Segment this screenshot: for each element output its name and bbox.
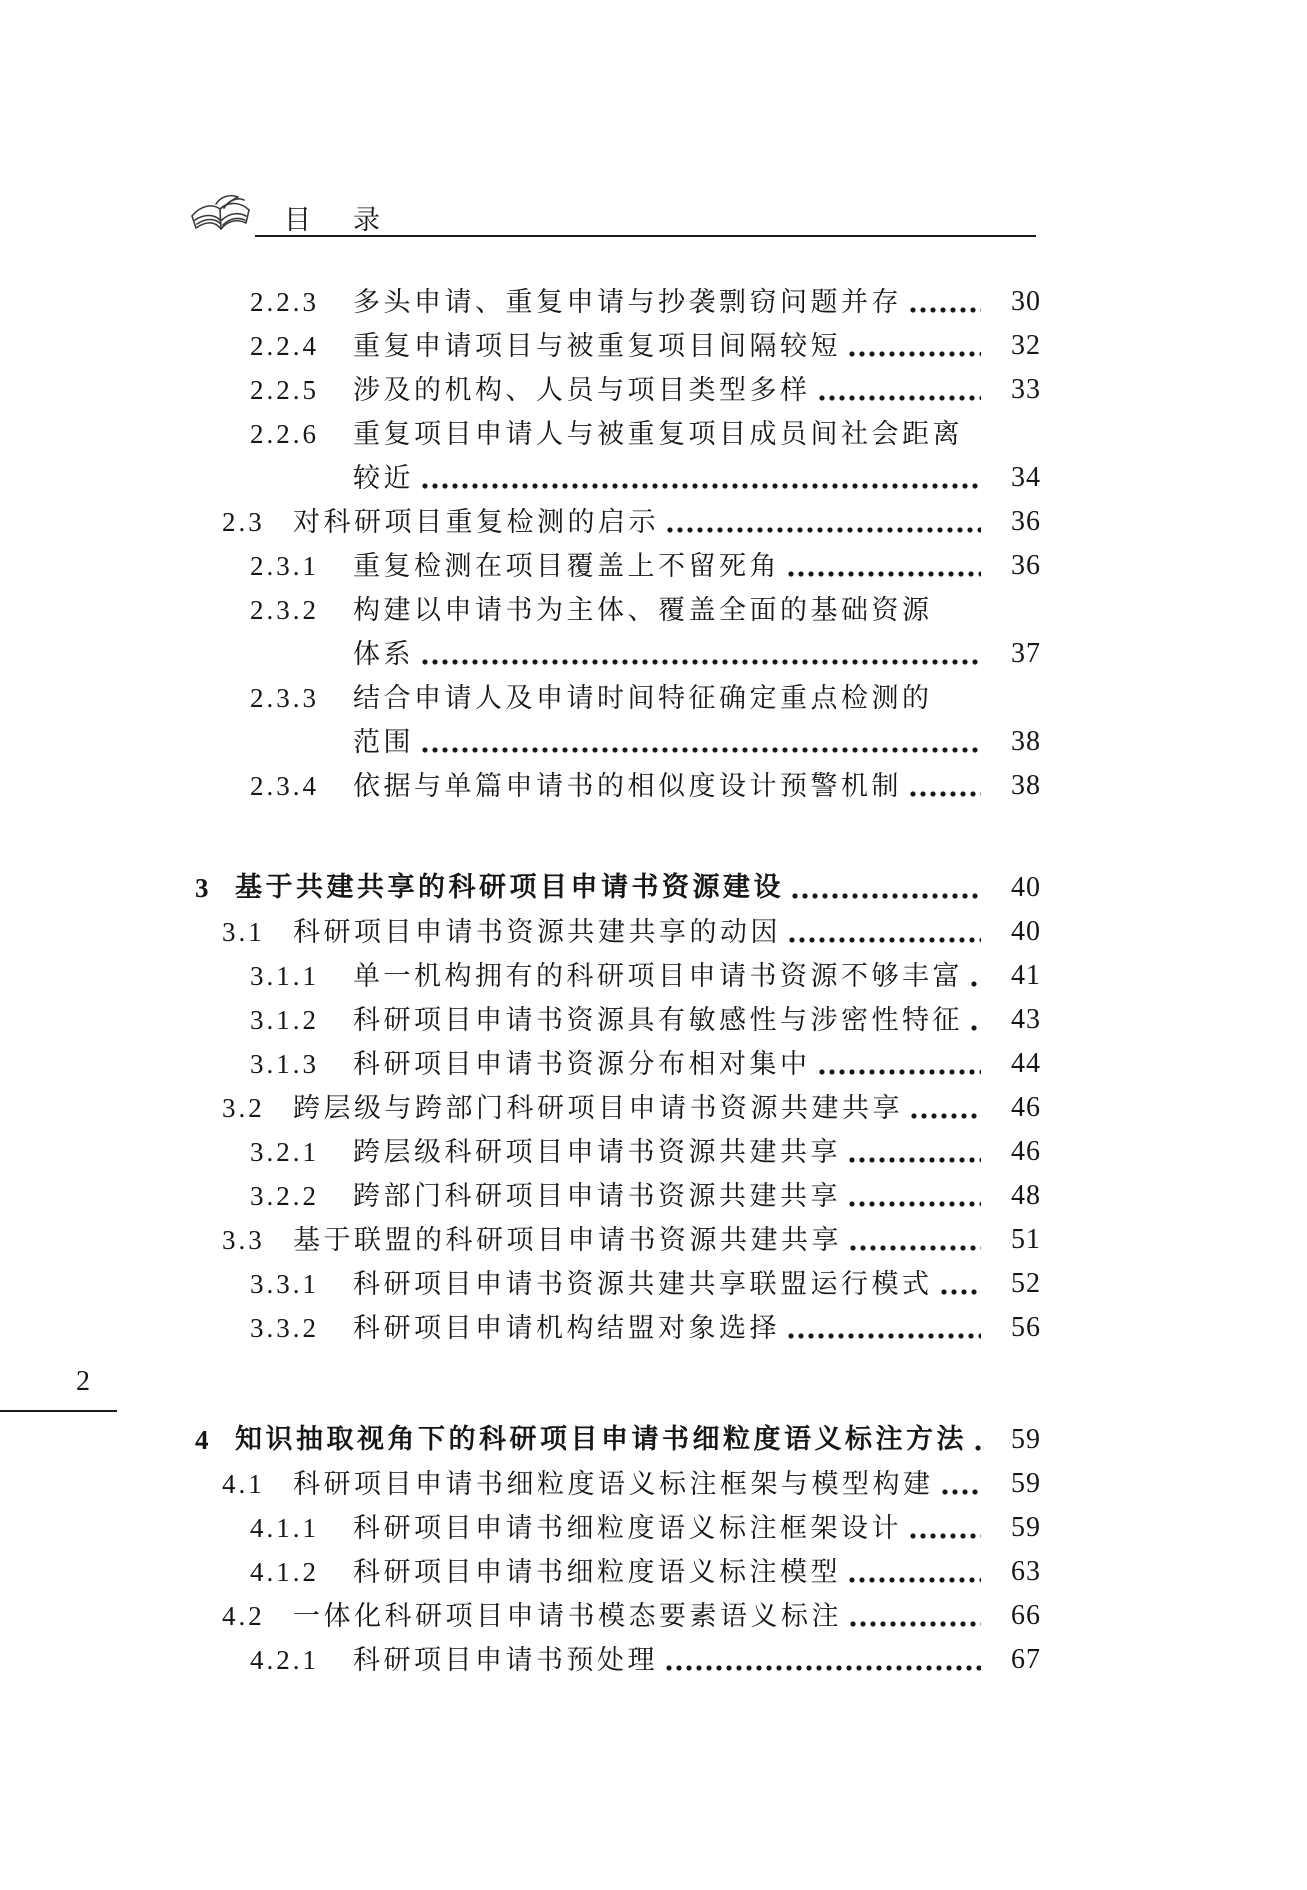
dot-leader [942,1462,982,1506]
toc-entry-page: 40 [1011,872,1041,903]
toc-entry-page: 38 [1011,726,1041,757]
margin-rule [0,1410,117,1412]
toc-entry-number: 3.1 [222,917,265,947]
toc-entry-number: 3.1.1 [250,961,319,991]
dot-leader [849,324,981,368]
toc-entry-title: 科研项目申请书资源共建共享联盟运行模式 [353,1269,933,1299]
toc-entry [195,1042,1041,1086]
dot-leader [849,1550,981,1594]
toc-entry-continuation [195,456,1041,500]
toc-entry-page: 51 [1011,1224,1041,1255]
toc-entry-number: 4.1 [222,1469,265,1499]
toc-entry-continuation [195,632,1041,676]
toc-entry [195,764,1041,808]
dot-leader [666,1638,981,1682]
toc-entry-title: 科研项目申请书资源共建共享的动因 [293,917,781,947]
toc-entry-page: 41 [1011,960,1041,991]
toc-entry-page: 40 [1011,916,1041,947]
toc-entry-page: 34 [1011,462,1041,493]
page-title: 目录 [284,205,422,235]
toc-entry [195,1130,1041,1174]
toc-entry-number: 2.2.3 [250,287,319,317]
toc-entry-title: 科研项目申请书预处理 [353,1645,658,1675]
toc-section-chapter-2 [195,280,1041,808]
dot-leader [971,998,981,1042]
toc-entry [195,1086,1041,1130]
toc-entry-title: 跨部门科研项目申请书资源共建共享 [353,1181,841,1211]
toc-entry-number: 3.3.1 [250,1269,319,1299]
toc-entry [195,954,1041,998]
toc-entry-continuation [195,720,1041,764]
toc-entry-number: 3.3.2 [250,1313,319,1343]
toc-entry-number: 3.1.3 [250,1049,319,1079]
toc-entry-title-continued: 较近 [353,463,414,493]
toc-entry [195,280,1041,324]
toc-entry [195,910,1041,954]
dot-leader [819,1042,982,1086]
toc-entry-title-continued: 体系 [353,639,414,669]
toc-entry-title: 多头申请、重复申请与抄袭剽窃问题并存 [353,287,902,317]
open-book-icon [186,190,256,242]
toc-entry-page: 44 [1011,1048,1041,1079]
toc-entry-title: 一体化科研项目申请书模态要素语义标注 [293,1601,842,1631]
toc-entry [195,544,1041,588]
toc-entry-title: 科研项目申请书细粒度语义标注框架与模型构建 [293,1469,934,1499]
toc-entry-page: 59 [1011,1468,1041,1499]
toc-entry-page: 48 [1011,1180,1041,1211]
toc-entry-title: 基于共建共享的科研项目申请书资源建设 [235,872,784,903]
dot-leader [850,1218,981,1262]
toc-entry [195,866,1041,910]
dot-leader [422,720,981,764]
toc-entry-page: 56 [1011,1312,1041,1343]
toc-entry-number: 3.1.2 [250,1005,319,1035]
toc-entry-page: 32 [1011,330,1041,361]
dot-leader [422,632,981,676]
dot-leader [975,1418,981,1462]
dot-leader [819,368,982,412]
toc-entry-title: 跨层级与跨部门科研项目申请书资源共建共享 [293,1093,903,1123]
toc-entry-title: 单一机构拥有的科研项目申请书资源不够丰富 [353,961,963,991]
header-rule [255,235,1036,237]
toc-entry-page: 38 [1011,770,1041,801]
dot-leader [792,866,981,910]
toc-entry-title: 重复项目申请人与被重复项目成员间社会距离 [353,419,963,449]
dot-leader [789,910,981,954]
toc-entry-number: 4.1.2 [250,1557,319,1587]
dot-leader [911,1086,981,1130]
toc-entry-title: 重复申请项目与被重复项目间隔较短 [353,331,841,361]
toc-entry-title: 重复检测在项目覆盖上不留死角 [353,551,780,581]
dot-leader [941,1262,982,1306]
dot-leader [849,1174,981,1218]
dot-leader [910,764,981,808]
toc-entry-title: 科研项目申请书细粒度语义标注模型 [353,1557,841,1587]
toc-entry [195,324,1041,368]
toc-entry-page: 36 [1011,506,1041,537]
toc-entry-number: 2.2.5 [250,375,319,405]
toc-entry [195,1418,1041,1462]
toc-entry [195,588,1041,632]
toc-entry-page: 46 [1011,1092,1041,1123]
toc-entry-title: 依据与单篇申请书的相似度设计预警机制 [353,771,902,801]
toc-entry [195,1174,1041,1218]
toc-section-chapter-4 [195,1418,1041,1682]
toc-entry-number: 2.3.3 [250,683,319,713]
toc-entry-title: 科研项目申请书资源具有敏感性与涉密性特征 [353,1005,963,1035]
toc-entry-page: 66 [1011,1600,1041,1631]
dot-leader [422,456,981,500]
toc-entry-title: 知识抽取视角下的科研项目申请书细粒度语义标注方法 [235,1424,967,1455]
toc-section-chapter-3 [195,866,1041,1350]
toc-entry-title: 科研项目申请书资源分布相对集中 [353,1049,811,1079]
toc-entry-page: 43 [1011,1004,1041,1035]
toc-entry [195,1594,1041,1638]
toc-entry-page: 67 [1011,1644,1041,1675]
dot-leader [850,1594,981,1638]
toc-entry-title: 结合申请人及申请时间特征确定重点检测的 [353,683,933,713]
toc-entry-number: 2.2.6 [250,419,319,449]
dot-leader [971,954,981,998]
toc-entry [195,1218,1041,1262]
toc-entry-page: 33 [1011,374,1041,405]
toc-entry [195,998,1041,1042]
toc-entry [195,412,1041,456]
toc-entry [195,1262,1041,1306]
toc-entry [195,1462,1041,1506]
toc-entry-number: 2.3.4 [250,771,319,801]
toc-entry-title: 科研项目申请机构结盟对象选择 [353,1313,780,1343]
toc-entry-number: 3.2.1 [250,1137,319,1167]
toc-entry-page: 59 [1011,1512,1041,1543]
dot-leader [667,500,981,544]
dot-leader [788,544,981,588]
toc-entry-page: 30 [1011,286,1041,317]
dot-leader [910,1506,981,1550]
toc-entry-page: 36 [1011,550,1041,581]
toc-entry-page: 52 [1011,1268,1041,1299]
margin-page-number: 2 [76,1366,90,1397]
toc-entry-page: 63 [1011,1556,1041,1587]
toc-entry-number: 4.1.1 [250,1513,319,1543]
toc-entry-number: 2.3 [222,507,265,537]
toc-entry-title: 科研项目申请书细粒度语义标注框架设计 [353,1513,902,1543]
dot-leader [910,280,981,324]
toc-entry [195,1306,1041,1350]
toc-entry-number: 2.3.1 [250,551,319,581]
toc-entry-number: 4.2 [222,1601,265,1631]
toc-entry-title: 跨层级科研项目申请书资源共建共享 [353,1137,841,1167]
toc-entry-number: 3.3 [222,1225,265,1255]
toc-entry-page: 59 [1011,1424,1041,1455]
toc-entry-title-continued: 范围 [353,727,414,757]
toc-entry-page: 37 [1011,638,1041,669]
dot-leader [788,1306,981,1350]
toc-entry [195,1638,1041,1682]
toc-entry-number: 2.2.4 [250,331,319,361]
toc-entry-page: 46 [1011,1136,1041,1167]
toc-entry [195,676,1041,720]
toc-entry-title: 基于联盟的科研项目申请书资源共建共享 [293,1225,842,1255]
toc-entry [195,368,1041,412]
toc-entry-number: 3.2 [222,1093,265,1123]
toc-entry-number: 3.2.2 [250,1181,319,1211]
toc-entry [195,500,1041,544]
toc-entry [195,1550,1041,1594]
toc-entry-number: 2.3.2 [250,595,319,625]
dot-leader [849,1130,981,1174]
toc-entry-number: 4.2.1 [250,1645,319,1675]
toc-entry [195,1506,1041,1550]
toc-entry-number: 4 [195,1425,209,1455]
toc-entry-number: 3 [195,873,209,903]
toc-entry-title: 对科研项目重复检测的启示 [293,507,659,537]
toc-entry-title: 涉及的机构、人员与项目类型多样 [353,375,811,405]
toc-entry-title: 构建以申请书为主体、覆盖全面的基础资源 [353,595,933,625]
